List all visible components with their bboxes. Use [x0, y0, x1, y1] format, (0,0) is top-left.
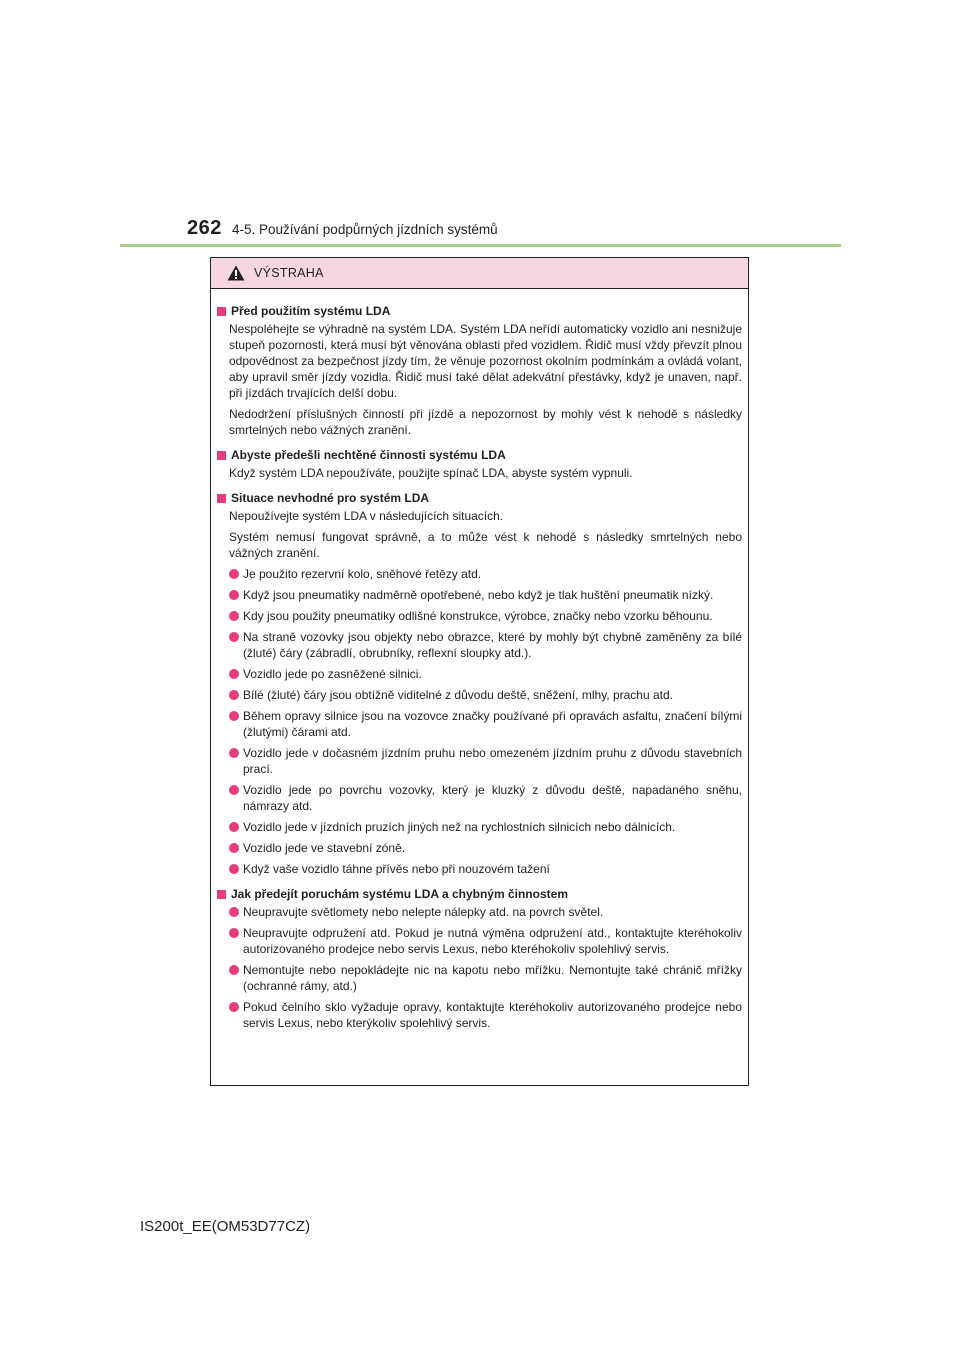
header-rule [120, 244, 841, 247]
bullet-item [217, 629, 742, 661]
bullet-text: Když vaše vozidlo táhne přívěs nebo při nouzovém tažení [243, 862, 550, 876]
bullet-item [217, 608, 742, 624]
section-heading [217, 490, 742, 506]
round-bullet-icon [229, 822, 239, 832]
bullet-text: Když jsou pneumatiky nadměrně opotřebené, nebo když je tlak huštění pneumatik nízký. [243, 588, 714, 602]
bullet-text: Nemontujte nebo nepokládejte nic na kapotu nebo mřížku. Nemontujte také chránič mřížky (ochranné rámy, atd.) [243, 963, 742, 993]
bullet-item [217, 666, 742, 682]
section-heading [217, 886, 742, 902]
round-bullet-icon [229, 611, 239, 621]
section-paragraph: Nedodržení příslušných činností při jízdě a nepozornost by mohly vést k nehodě s následky smrtelných nebo vážných zranění. [229, 407, 742, 437]
bullet-text: Neupravujte odpružení atd. Pokud je nutná výměna odpružení atd., kontaktujte kteréhokoliv autorizovaného prodejce nebo servis Lexus, nebo kteréhokoliv spolehlivý servis. [243, 926, 742, 956]
warning-box [210, 257, 749, 1086]
square-bullet-icon [217, 451, 226, 460]
round-bullet-icon [229, 690, 239, 700]
bullet-item [217, 962, 742, 994]
square-bullet-icon [217, 307, 226, 316]
round-bullet-icon [229, 632, 239, 642]
bullet-item [217, 687, 742, 703]
bullet-text: Vozidlo jede po povrchu vozovky, který je kluzký z důvodu deště, napadaného sněhu, námrazy atd. [243, 783, 742, 813]
bullet-item [217, 782, 742, 814]
bullet-item [217, 819, 742, 835]
bullet-item [217, 861, 742, 877]
bullet-text: Kdy jsou použity pneumatiky odlišné konstrukce, výrobce, značky nebo vzorku běhounu. [243, 609, 713, 623]
round-bullet-icon [229, 928, 239, 938]
bullet-text: Vozidlo jede v dočasném jízdním pruhu nebo omezeném jízdním pruhu z důvodu stavebních prací. [243, 746, 742, 776]
section-heading-text: Abyste předešli nechtěné činnosti systému LDA [231, 448, 506, 462]
bullet-item [217, 708, 742, 740]
bullet-text: Vozidlo jede po zasněžené silnici. [243, 667, 422, 681]
section-paragraph: Systém nemusí fungovat správně, a to může vést k nehodě s následky smrtelných nebo vážných zranění. [229, 530, 742, 560]
bullet-item [217, 745, 742, 777]
bullet-text: Na straně vozovky jsou objekty nebo obrazce, které by mohly být chybně zaměněny za bílé (žluté) čáry (zábradlí, obrubníky, reflexní sloupky atd.). [243, 630, 742, 660]
bullet-text: Pokud čelního sklo vyžaduje opravy, kontaktujte kteréhokoliv autorizovaného prodejce nebo servis Lexus, nebo kterýkoliv spolehlivý servis. [243, 1000, 742, 1030]
round-bullet-icon [229, 965, 239, 975]
warning-body [211, 289, 748, 1031]
bullet-item [217, 904, 742, 920]
bullet-item [217, 999, 742, 1031]
section-heading-text: Situace nevhodné pro systém LDA [231, 491, 430, 505]
round-bullet-icon [229, 785, 239, 795]
section-heading-text: Jak předejít poruchám systému LDA a chybným činnostem [231, 887, 568, 901]
section-paragraph: Když systém LDA nepoužíváte, použijte spínač LDA, abyste systém vypnuli. [229, 466, 633, 480]
warning-section [217, 303, 742, 438]
bullet-text: Je použito rezervní kolo, sněhové řetězy atd. [243, 567, 482, 581]
bullet-text: Vozidlo jede ve stavební zóně. [243, 841, 406, 855]
footer-code: IS200t_EE(OM53D77CZ) [140, 1218, 311, 1235]
square-bullet-icon [217, 890, 226, 899]
bullet-item [217, 587, 742, 603]
section-heading-text: Před použitím systému LDA [231, 304, 391, 318]
bullet-list [217, 566, 742, 877]
round-bullet-icon [229, 711, 239, 721]
section-heading [217, 447, 742, 463]
bullet-item [217, 925, 742, 957]
bullet-item [217, 840, 742, 856]
bullet-list [217, 904, 742, 1031]
page-number: 262 [187, 217, 222, 239]
section-paragraph: Nepoužívejte systém LDA v následujících situacích. [229, 509, 504, 523]
round-bullet-icon [229, 569, 239, 579]
bullet-text: Bílé (žluté) čáry jsou obtížně viditelné z důvodu deště, sněžení, mlhy, prachu atd. [243, 688, 674, 702]
round-bullet-icon [229, 669, 239, 679]
square-bullet-icon [217, 494, 226, 503]
section-title: 4-5. Používání podpůrných jízdních systémů [232, 222, 498, 237]
round-bullet-icon [229, 864, 239, 874]
round-bullet-icon [229, 1002, 239, 1012]
warning-section [217, 886, 742, 1031]
section-paragraph: Nespoléhejte se výhradně na systém LDA. Systém LDA neřídí automaticky vozidlo ani nesnižuje stupeň pozornosti, která musí být věnována oblasti před vozidlem. Řidič musí vždy převzít plnou odpovědnost za bezpečnost jízdy tím, že věnuje pozornost okolním podmínkám a ovládá volant, aby upravil směr jízdy vozidla. Řidič musí také dělat adekvátní přestávky, když je unaven, např. při jízdách trvajících delší dobu. [229, 322, 742, 400]
warning-section [217, 447, 742, 481]
round-bullet-icon [229, 748, 239, 758]
round-bullet-icon [229, 590, 239, 600]
bullet-text: Vozidlo jede v jízdních pruzích jiných než na rychlostních silnicích nebo dálnicích. [243, 820, 676, 834]
bullet-text: Neupravujte světlomety nebo nelepte nálepky atd. na povrch světel. [243, 905, 604, 919]
bullet-text: Během opravy silnice jsou na vozovce značky používané při opravách asfaltu, značení bílými (žlutými) čárami atd. [243, 709, 742, 739]
warning-header [211, 258, 748, 289]
warning-section [217, 490, 742, 877]
round-bullet-icon [229, 907, 239, 917]
round-bullet-icon [229, 843, 239, 853]
warning-triangle-icon [227, 265, 245, 281]
bullet-item [217, 566, 742, 582]
warning-title: VÝSTRAHA [254, 266, 324, 280]
section-heading [217, 303, 742, 319]
